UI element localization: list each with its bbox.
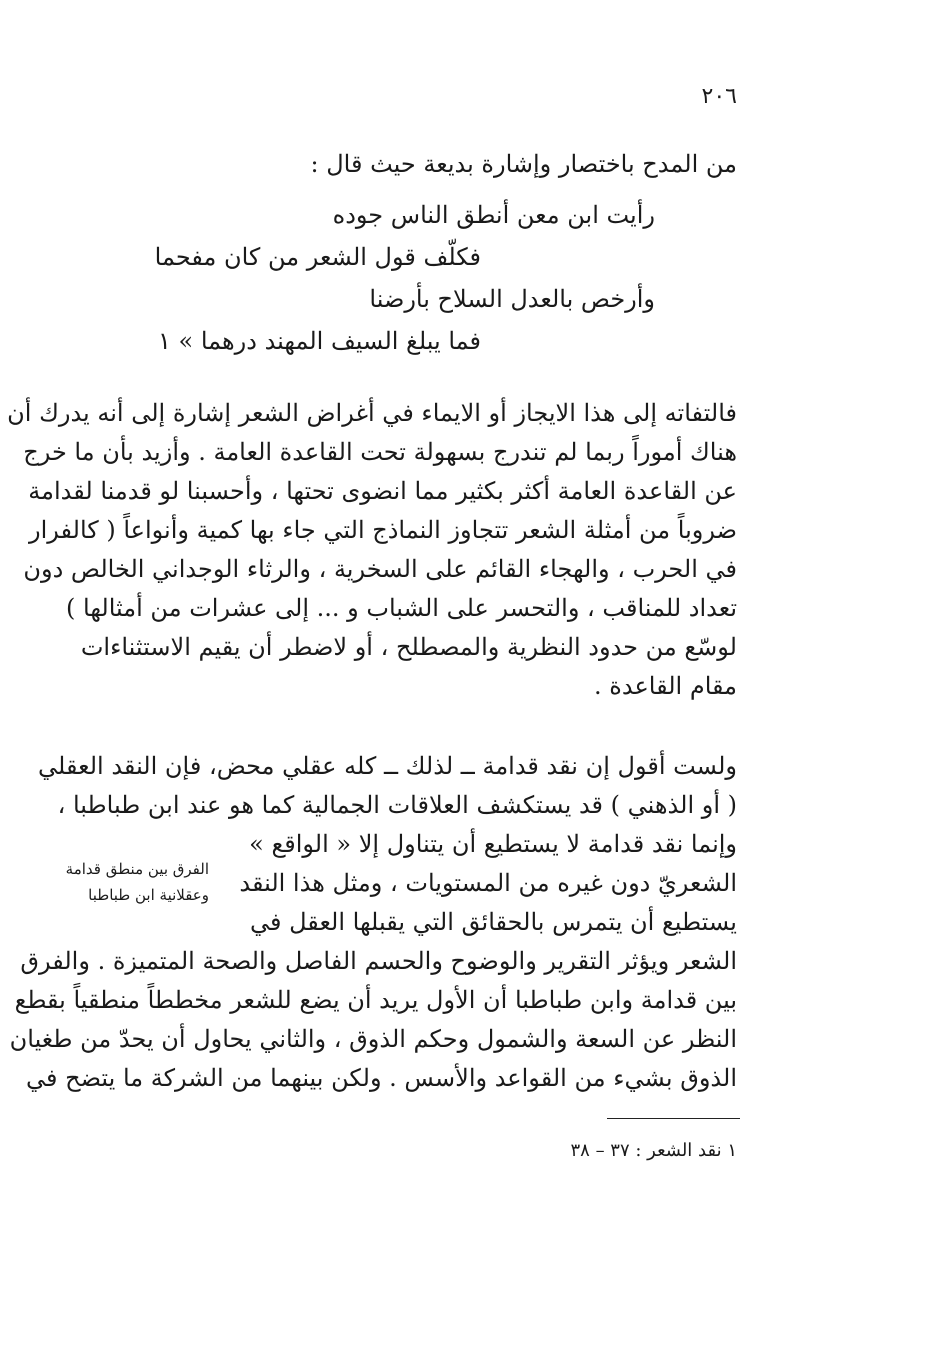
footnote: ١ نقد الشعر : ٣٧ – ٣٨ [570, 1140, 737, 1161]
paragraph2-line-2: ( أو الذهني ) قد يستكشف العلاقات الجمالية كما هو عند ابن طباطبا ، [57, 791, 737, 819]
footnote-divider [607, 1118, 740, 1119]
paragraph2-line-1: ولست أقول إن نقد قدامة ــ لذلك ــ كله عقلي محض، فإن النقد العقلي [38, 752, 737, 780]
verse-line-4: فما يبلغ السيف المهند درهما » ١ [157, 327, 481, 355]
paragraph2-line-6: الذوق بشيء من القواعد والأسس . ولكن بينهما من الشركة ما يتضح في [26, 1064, 737, 1092]
intro-line: من المدح باختصار وإشارة بديعة حيث قال : [310, 150, 737, 178]
verse-line-1: رأيت ابن معن أنطق الناس جوده [332, 201, 655, 229]
paragraph1-line-5: في الحرب ، والهجاء القائم على السخرية ، والرثاء الوجداني الخالص دون [23, 555, 737, 583]
verse-line-3: وأرخص بالعدل السلاح بأرضنا [369, 285, 655, 313]
paragraph2-line-4: بين قدامة وابن طباطبا أن الأول يريد أن يضع للشعر مخططاً منطقياً بقطع [14, 986, 737, 1014]
paragraph2-line-3: الشعر ويؤثر التقرير والوضوح والحسم الفاصل والصحة المتميزة . والفرق [20, 947, 737, 975]
paragraph1-line-6: تعداد للمناقب ، والتحسر على الشباب و ... إلى عشرات من أمثالها ) [66, 594, 737, 622]
paragraph1-line-7: لوسّع من حدود النظرية والمصطلح ، أو لاضطر أن يقيم الاستثناءات [80, 633, 737, 661]
paragraph2-narrow-line-3: يستطيع أن يتمرس بالحقائق التي يقبلها العقل في [250, 908, 737, 936]
paragraph1-line-2: هناك أموراً ربما لم تندرج بسهولة تحت القاعدة العامة . وأزيد بأن ما خرج [23, 438, 737, 466]
paragraph2-line-5: النظر عن السعة والشمول وحكم الذوق ، والثاني يحاول أن يحدّ من طغيان [9, 1025, 737, 1053]
side-note-line-2: وعقلانية ابن طباطبا [88, 886, 209, 904]
side-note [66, 856, 209, 908]
paragraph1-line-4: ضروباً من أمثلة الشعر تتجاوز النماذج التي جاء بها كمية وأنواعاً ( كالفرار [29, 516, 737, 544]
paragraph2-narrow-line-2: الشعريّ دون غيره من المستويات ، ومثل هذا النقد [239, 869, 737, 897]
paragraph1-line-3: عن القاعدة العامة أكثر بكثير مما انضوى تحتها ، وأحسبنا لو قدمنا لقدامة [28, 477, 737, 505]
page-number: ٢٠٦ [701, 84, 737, 109]
verse-line-2: فكلّف قول الشعر من كان مفحما [154, 243, 481, 271]
paragraph2-narrow-line-1: وإنما نقد قدامة لا يستطيع أن يتناول إلا « الواقع » [249, 830, 737, 858]
paragraph1-line-1: فالتفاته إلى هذا الايجاز أو الايماء في أغراض الشعر إشارة إلى أنه يدرك أن [7, 399, 737, 427]
paragraph1-line-8: مقام القاعدة . [594, 672, 737, 700]
side-note-line-1: الفرق بين منطق قدامة [65, 860, 209, 878]
